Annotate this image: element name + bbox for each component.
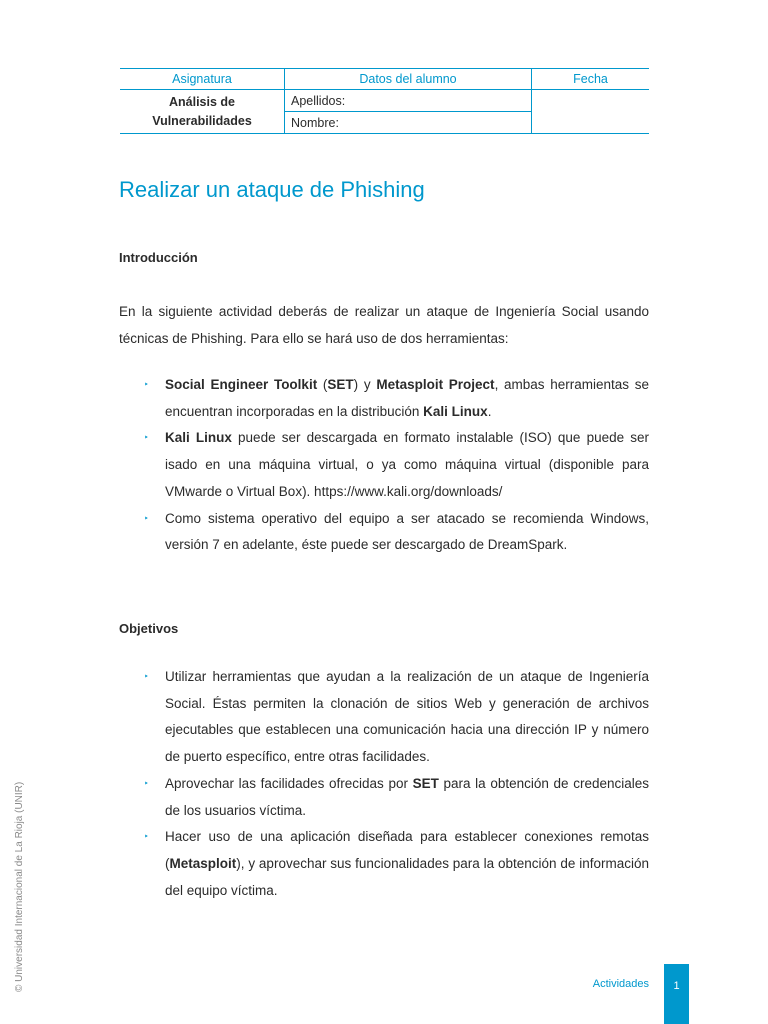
intro-heading: Introducción (119, 250, 198, 265)
list-item: ‣ Social Engineer Toolkit (SET) y Metasploit Project, ambas herramientas se encuentran incorporadas en la distribución Kali Linux. (140, 372, 649, 425)
header-col-date: Fecha (532, 69, 650, 90)
page-title: Realizar un ataque de Phishing (119, 177, 425, 202)
intro-bullet-list (140, 372, 649, 559)
header-col-student: Datos del alumno (285, 69, 532, 90)
bullet-icon: ‣ (144, 433, 149, 443)
header-table (120, 68, 649, 134)
list-item: ‣ Como sistema operativo del equipo a ser atacado se recomienda Windows, versión 7 en adelante, éste puede ser descargado de DreamSpark. (140, 506, 649, 559)
objectives-bullet-list (140, 664, 649, 904)
objectives-heading: Objetivos (119, 621, 179, 636)
bullet-icon: ‣ (144, 832, 149, 842)
bullet-icon: ‣ (144, 672, 149, 681)
list-item: ‣ Hacer uso de una aplicación diseñada para establecer conexiones remotas (Metasploit), y aprovechar sus funcionalidades para la obtención de información del equipo víctima. (140, 824, 649, 904)
date-field[interactable] (532, 90, 650, 134)
header-col-subject: Asignatura (120, 69, 285, 90)
surname-field[interactable]: Apellidos: (285, 90, 532, 112)
list-item: ‣ Kali Linux puede ser descargada en formato instalable (ISO) que puede ser isado en una máquina virtual, o ya como máquina virtual (disponible para VMwarde o Virtual Box). https://www.kali.org/downloads/ (140, 425, 649, 505)
bullet-icon: ‣ (144, 513, 149, 523)
copyright-notice: © Universidad Internacional de La Rioja (UNIR) (14, 781, 25, 992)
intro-paragraph: En la siguiente actividad deberás de realizar un ataque de Ingeniería Social usando técnicas de Phishing. Para ello se hará uso de dos herramientas: (119, 304, 649, 346)
list-item: ‣ Aprovechar las facilidades ofrecidas por SET para la obtención de credenciales de los usuarios víctima. (140, 771, 649, 824)
bullet-icon: ‣ (144, 380, 149, 389)
bullet-icon: ‣ (144, 778, 149, 788)
subject-name: Análisis de Vulnerabilidades (120, 90, 285, 134)
name-field[interactable]: Nombre: (285, 112, 532, 134)
list-item: ‣ Utilizar herramientas que ayudan a la realización de un ataque de Ingeniería Social. Éstas permiten la clonación de sitios Web y generación de archivos ejecutables que establecen una comunicación hacia una dirección IP y número de puerto específico, entre otras facilidades. (140, 664, 649, 771)
page-number: 1 (664, 964, 689, 1024)
footer-label: Actividades (592, 978, 649, 990)
